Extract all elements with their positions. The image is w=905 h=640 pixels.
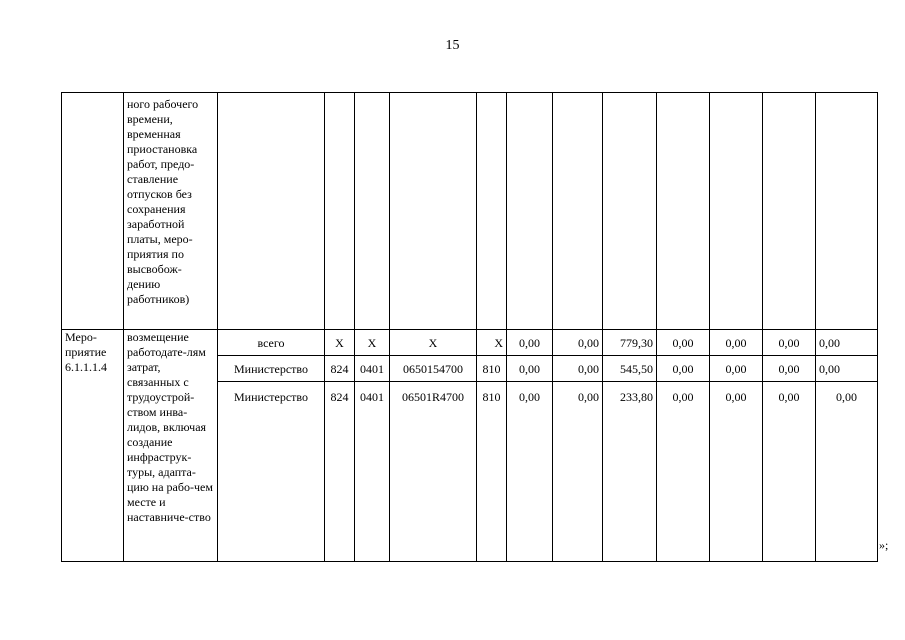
table-cell-empty xyxy=(710,93,763,330)
value-cell: 545,50 xyxy=(603,356,657,382)
value-cell: 0,00 xyxy=(816,356,878,382)
rzpr-cell: 0401 xyxy=(355,356,390,382)
table-cell-empty xyxy=(325,93,355,330)
rzpr-cell: Х xyxy=(355,330,390,356)
value-cell: 0,00 xyxy=(507,382,553,562)
value-cell: 0,00 xyxy=(763,356,816,382)
value-cell: 0,00 xyxy=(763,330,816,356)
budget-table xyxy=(61,92,878,562)
event-description: возмещение работодате-лям затрат, связанных с трудоустрой-ством инва-лидов, включая создание инфраструк-туры, адапта-цию на рабо-чем месте и наставниче-ство xyxy=(124,330,218,562)
value-cell: 0,00 xyxy=(553,330,603,356)
csr-cell: 0650154700 xyxy=(390,356,477,382)
value-cell: 233,80 xyxy=(603,382,657,562)
event-name: Меро-приятие 6.1.1.1.4 xyxy=(62,330,124,562)
grbs-cell: 824 xyxy=(325,382,355,562)
executor-cell: всего xyxy=(218,330,325,356)
table-cell-empty xyxy=(355,93,390,330)
grbs-cell: Х xyxy=(325,330,355,356)
table-row-total xyxy=(62,330,878,356)
closing-quote-mark: »; xyxy=(879,538,889,552)
csr-cell: Х xyxy=(390,330,477,356)
value-cell: 779,30 xyxy=(603,330,657,356)
value-cell: 0,00 xyxy=(657,330,710,356)
value-cell: 0,00 xyxy=(710,382,763,562)
grbs-cell: 824 xyxy=(325,356,355,382)
value-cell: 0,00 xyxy=(763,382,816,562)
table-cell-empty xyxy=(507,93,553,330)
value-cell: 0,00 xyxy=(507,356,553,382)
value-cell: 0,00 xyxy=(816,330,878,356)
value-cell: 0,00 xyxy=(553,356,603,382)
value-cell: 0,00 xyxy=(710,330,763,356)
table-cell-empty xyxy=(763,93,816,330)
value-cell: 0,00 xyxy=(710,356,763,382)
value-cell: 0,00 xyxy=(507,330,553,356)
table-cell-empty xyxy=(657,93,710,330)
vr-cell: 810 xyxy=(477,382,507,562)
table-cell-empty xyxy=(477,93,507,330)
value-cell: 0,00 xyxy=(816,382,878,562)
table-cell-empty xyxy=(218,93,325,330)
vr-cell: 810 xyxy=(477,356,507,382)
vr-cell: Х xyxy=(477,330,507,356)
executor-cell: Министерство xyxy=(218,356,325,382)
csr-cell: 06501R4700 xyxy=(390,382,477,562)
value-cell: 0,00 xyxy=(657,382,710,562)
table-cell-empty xyxy=(553,93,603,330)
page-number: 15 xyxy=(445,38,460,53)
value-cell: 0,00 xyxy=(657,356,710,382)
value-cell: 0,00 xyxy=(553,382,603,562)
rzpr-cell: 0401 xyxy=(355,382,390,562)
continuation-description: ного рабочего времени, временная приостановка работ, предо-ставление отпусков без сохранения заработной платы, меро-приятия по высвобож-дению работников) xyxy=(124,93,218,330)
table-row-continuation xyxy=(62,93,878,330)
table-cell-empty xyxy=(603,93,657,330)
table-cell-empty xyxy=(390,93,477,330)
table-cell-empty xyxy=(62,93,124,330)
executor-cell: Министерство xyxy=(218,382,325,562)
table-cell-empty xyxy=(816,93,878,330)
